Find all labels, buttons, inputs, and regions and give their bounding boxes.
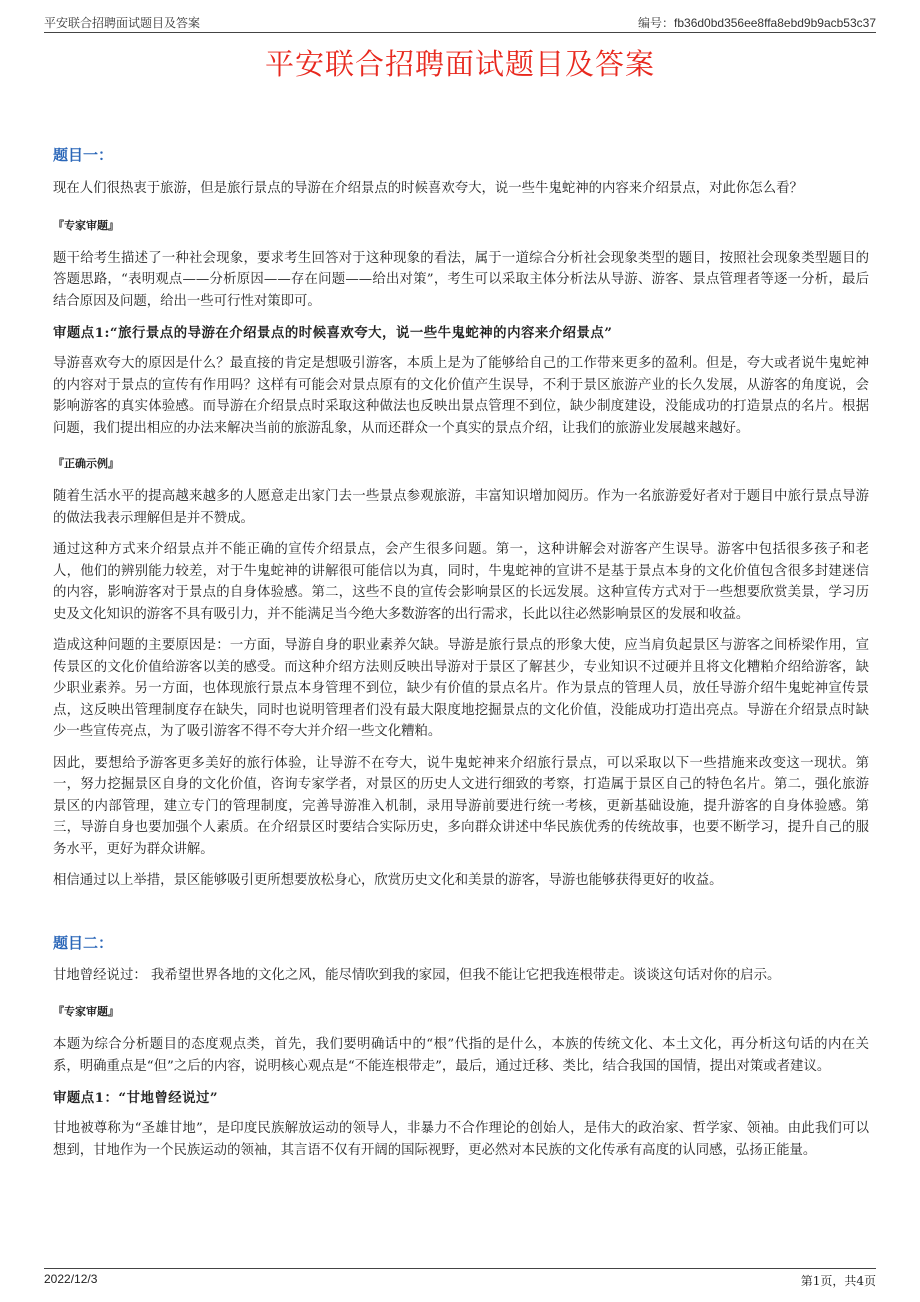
page-header xyxy=(44,12,876,33)
question-two-section xyxy=(53,932,869,1162)
footer-page-number: 第1页，共4页 xyxy=(800,1274,876,1288)
expert-review-tag: 『专家审题』 xyxy=(53,1005,119,1018)
question-one-heading: 题目一： xyxy=(53,146,114,164)
review-point-text: 导游喜欢夸大的原因是什么？最直接的肯定是想吸引游客，本质上是为了能够给自己的工作带来更多的盈利。但是，夸大或者说牛鬼蛇神的内容对于景点的宣传有作用吗？这样有可能会对景点原有的文化价值产生误导，不利于景区旅游产业的长久发展，从游客的角度说，会影响游客的真实体验感。而导游在介绍景点时采取这种做法也反映出景点管理不到位，缺少制度建设，没能成功的打造景点的名片。根据问题，我们提出相应的办法来解决当前的旅游乱象，从而还群众一个真实的景点介绍，让我们的旅游业发展越来越好。 xyxy=(53,356,869,436)
document-title: 平安联合招聘面试题目及答案 xyxy=(264,47,655,81)
expert-review-text: 题干给考生描述了一种社会现象，要求考生回答对于这种现象的看法，属于一道综合分析社会现象类型的题目，按照社会现象类型题目的答题思路，“表明观点——分析原因——存在问题——给出对策”，考生可以采取主体分析法从导游、游客、景点管理者等逐一分析，最后结合原因及问题，给出一些可行性对策即可。 xyxy=(53,250,869,309)
header-doc-name: 平安联合招聘面试题目及答案 xyxy=(44,16,201,30)
correct-example-tag: 『正确示例』 xyxy=(53,457,119,470)
answer-paragraph: 随着生活水平的提高越来越多的人愿意走出家门去一些景点参观旅游，丰富知识增加阅历。作为一名旅游爱好者对于题目中旅行景点导游的做法我表示理解但是并不赞成。 xyxy=(53,489,869,526)
expert-review-text: 本题为综合分析题目的态度观点类，首先，我们要明确话中的“根”代指的是什么，本族的传统文化、本土文化，再分析这句话的内在关系，明确重点是“但”之后的内容，说明核心观点是“不能连根带走”，最后，通过迁移、类比，结合我国的国情，提出对策或者建议。 xyxy=(53,1037,869,1074)
review-point-text: 甘地被尊称为“圣雄甘地”，是印度民族解放运动的领导人，非暴力不合作理论的创始人，是伟大的政治家、哲学家、领袖。由此我们可以想到，甘地作为一个民族运动的领袖，其言语不仅有开阔的国际视野，更必然对本民族的文化传承有高度的认同感，弘扬正能量。 xyxy=(53,1121,869,1158)
footer-date: 2022/12/3 xyxy=(44,1272,98,1286)
review-point-heading: 审题点1：“甘地曾经说过” xyxy=(53,1090,219,1106)
expert-review-tag: 『专家审题』 xyxy=(53,218,119,232)
question-two-text: 甘地曾经说过： 我希望世界各地的文化之风，能尽情吹到我的家园，但我不能让它把我连根带走。谈谈这句话对你的启示。 xyxy=(53,967,781,983)
answer-paragraph: 因此，要想给予游客更多美好的旅行体验，让导游不在夸大，说牛鬼蛇神来介绍旅行景点，可以采取以下一些措施来改变这一现状。第一，努力挖掘景区自身的文化价值，咨询专家学者，对景区的历史人文进行细致的考察，打造属于景区自己的特色名片。第二，强化旅游景区的内部管理，建立专门的管理制度，完善导游准入机制，录用导游前要进行统一考核，更新基础设施，提升游客的自身体验感。第三，导游自身也要加强个人素质。在介绍景区时要结合实际历史，多向群众讲述中华民族优秀的传统故事，也要不断学习，提升自己的服务水平，更好为群众讲解。 xyxy=(53,755,869,857)
question-one-text: 现在人们很热衷于旅游，但是旅行景点的导游在介绍景点的时候喜欢夸大，说一些牛鬼蛇神的内容来介绍景点，对此你怎么看？ xyxy=(53,181,803,196)
question-one-section xyxy=(53,144,869,892)
document-body xyxy=(53,144,869,1161)
question-two-heading: 题目二： xyxy=(53,933,114,952)
header-doc-id: 编号：fb36d0bd356ee8ffa8ebd9b9acb53c37 xyxy=(638,16,876,30)
answer-paragraph: 造成这种问题的主要原因是：一方面，导游自身的职业素养欠缺。导游是旅行景点的形象大使，应当肩负起景区与游客之间桥梁作用，宣传景区的文化价值给游客以美的感受。而这种介绍方法则反映出导游对于景区了解甚少，专业知识不过硬并且将文化糟粕介绍给游客，缺少职业素养。另一方面，也体现旅行景点本身管理不到位，缺少有价值的景点名片。作为景点的管理人员，放任导游介绍牛鬼蛇神宣传景点，这反映出管理制度存在缺失，同时也说明管理者们没有最大限度地挖掘景点的文化价值，没能成功打造出亮点。导游在介绍景点时缺少一些宣传亮点，为了吸引游客不得不夸大并介绍一些文化糟粕。 xyxy=(53,638,869,739)
answer-paragraph: 通过这种方式来介绍景点并不能正确的宣传介绍景点，会产生很多问题。第一，这种讲解会对游客产生误导。游客中包括很多孩子和老人，他们的辨别能力较差，对于牛鬼蛇神的讲解很可能信以为真，同时，牛鬼蛇神的宣讲不是基于景点本身的文化价值包含很多封建迷信的内容，影响游客对于景点的自身体验感。第二，这些不良的宣传会影响景区的长远发展。这种宣传方式对于一些想要欣赏美景，学习历史及文化知识的游客不具有吸引力，并不能满足当今绝大多数游客的出行需求，长此以往必然影响景区的发展和收益。 xyxy=(53,542,869,622)
answer-paragraph: 相信通过以上举措，景区能够吸引更所想要放松身心，欣赏历史文化和美景的游客，导游也能够获得更好的收益。 xyxy=(53,873,723,888)
review-point-heading: 审题点1:“旅行景点的导游在介绍景点的时候喜欢夸大，说一些牛鬼蛇神的内容来介绍景点” xyxy=(53,325,613,341)
page-footer xyxy=(44,1268,876,1287)
